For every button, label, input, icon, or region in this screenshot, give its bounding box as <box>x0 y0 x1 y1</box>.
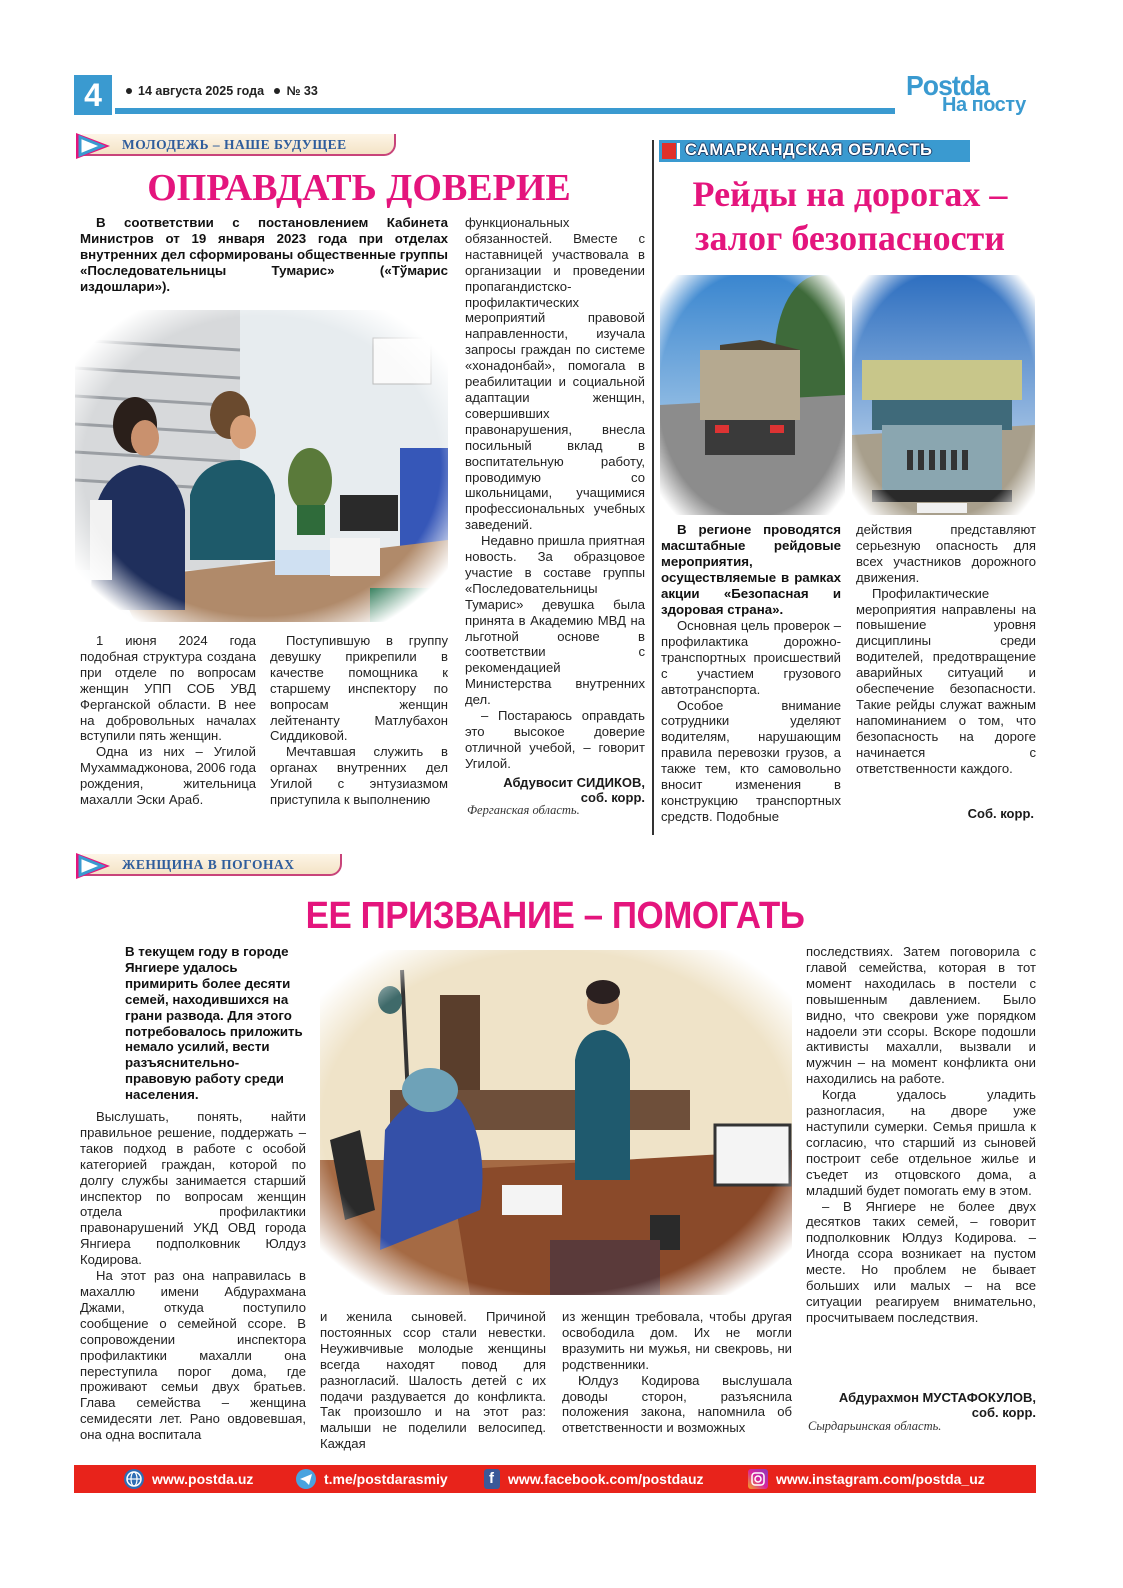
issue-number: № 33 <box>286 84 318 98</box>
instagram-icon <box>748 1469 768 1489</box>
region-label <box>659 140 970 162</box>
link-label: www.postda.uz <box>152 1471 254 1487</box>
headline-line2: залог безопасности <box>695 218 1005 258</box>
rubric-youth <box>74 131 396 161</box>
page-number: 4 <box>74 75 112 115</box>
article3-col3 <box>562 1309 792 1436</box>
article2-lead <box>661 522 841 617</box>
article1-place: Ферганская область. <box>467 803 580 817</box>
play-triangle-icon <box>74 851 114 881</box>
article1-byline <box>465 775 645 805</box>
article3-col4 <box>806 944 1036 1326</box>
article1-col3 <box>465 215 645 772</box>
link-label: www.instagram.com/postda_uz <box>776 1471 985 1487</box>
article2-col1 <box>661 618 841 825</box>
divider-bar <box>677 143 680 159</box>
bullet-icon <box>126 88 132 94</box>
lead-paragraph: В текущем году в городе Янгиере удалось примирить более десяти семей, находившихся на грани развода. Для этого потребовалось приложить немало усилий, вести разъяснительно-правовую работу среди населения. <box>125 944 303 1103</box>
rubric-label: МОЛОДЕЖЬ – НАШЕ БУДУЩЕЕ <box>122 137 347 152</box>
rubric-label: ЖЕНЩИНА В ПОГОНАХ <box>122 857 295 872</box>
article3-photo <box>320 950 792 1295</box>
paragraph: Недавно пришла приятная новость. За образцовое участие в составе группы «Последовательницы Тумарис» девушка была принята в Академию МВД на льготной основе в соответствии с рекомендацией Министерства внутренних дел. <box>465 533 645 708</box>
article1-headline: ОПРАВДАТЬ ДОВЕРИЕ <box>147 167 571 209</box>
article3-place: Сырдарьинская область. <box>808 1419 942 1433</box>
newspaper-logo <box>906 70 1036 120</box>
article3-lead <box>125 944 305 1103</box>
paragraph: – В Янгиере не более двух десятков таких семей, – говорит подполковник Юлдуз Кодирова. – Иногда ссора возникает на пустом месте. Но проблем не бывает больших или малых – на все ситуации реагируем внимательно, просчитываем последствия. <box>806 1198 1036 1325</box>
paragraph: Юлдуз Кодирова выслушала доводы сторон, разъяснила положения закона, напомнила об ответственности и возможных <box>562 1372 792 1436</box>
paragraph: из женщин требовала, чтобы другая освободила дом. Их не могли вразумить ни мужья, ни свекровь, ни родственники. <box>562 1309 792 1372</box>
logo-line2: На посту <box>942 94 1026 116</box>
article2-photo2 <box>852 275 1035 515</box>
paragraph: 1 июня 2024 года подобная структура создана при отделе по вопросам женщин УПП СОБ УВД Ферганской области. В нее на добровольных началах вступили пять женщин. <box>80 633 256 744</box>
facebook-link[interactable] <box>484 1469 704 1489</box>
paragraph: функциональных обязанностей. Вместе с наставницей участвовала в организации и проведении пропагандистско-профилактических мероприятий правовой направленности, изучала запросы граждан по системе «хонадонбай», помогала в реабилитации и социальной адаптации женщин, совершивших правонарушения, внесла посильный вклад в воспитательную работу, проводимую со школьницами, учащимися профессиональных учебных заведений. <box>465 215 645 533</box>
author-role: соб. корр. <box>580 790 645 805</box>
article1-col1 <box>80 633 256 808</box>
paragraph: Одна из них – Угилой Мухаммаджонова, 2006 года рождения, жительница махалли Эски Араб. <box>80 744 256 808</box>
region-text: САМАРКАНДСКАЯ ОБЛАСТЬ <box>685 141 933 159</box>
footer-links-bar <box>74 1465 1036 1493</box>
bullet-icon <box>274 88 280 94</box>
article3-byline <box>806 1390 1036 1420</box>
paragraph: последствиях. Затем поговорила с главой семейства, которая в тот момент находилась в постели с повышенным давлением. Было видно, что свекрови уже порядком надоели эти ссоры. Вскоре подошли активисты махалли, вызвали и мужчин – на момент конфликта они находились на работе. <box>806 944 1036 1087</box>
logo-line1: Postda <box>906 70 989 101</box>
link-label: t.me/postdarasmiy <box>324 1471 448 1487</box>
article3-col2 <box>320 1309 546 1452</box>
paragraph: На этот раз она направилась в махаллю имени Абдурахмана Джами, откуда поступило сообщение о семейной ссоре. В сопровождении инспектора профилактики махалли она переступила порог дома, где проживают семьи двух братьев. Глава семейства – женщина семидесяти лет. Рано овдовевшая, она одна воспитала <box>80 1268 306 1443</box>
paragraph: Поступившую в группу девушку прикрепили в качестве помощника к старшему инспектору по вопросам женщин лейтенанту Матлубахон Сиддиковой. <box>270 633 448 744</box>
article2-col2 <box>856 522 1036 777</box>
author-name: Абдурахмон МУСТАФОКУЛОВ, <box>838 1390 1036 1405</box>
website-link[interactable] <box>124 1469 253 1489</box>
rubric-women <box>74 851 342 881</box>
issue-date: 14 августа 2025 года <box>138 84 265 98</box>
paragraph: и женила сыновей. Причиной постоянных ссор стали невестки. Неуживчивые молодые женщины всегда находят повод для разногласий. Шалость детей с их подачи раздувается до конфликта. Так произошло и на этот раз: малыши не поделили велосипед. Каждая <box>320 1309 546 1452</box>
author-name: Абдувосит СИДИКОВ, <box>503 775 645 790</box>
lead-paragraph: В соответствии с постановлением Кабинета Министров от 19 января 2023 года при отделах внутренних дел сформированы общественные группы «Последовательницы Тумарис» («Тўмарис издошлари»). <box>80 215 448 294</box>
article1-col2 <box>270 633 448 808</box>
article1-photo <box>75 310 448 622</box>
paragraph: действия представляют серьезную опасность для всех участников дорожного движения. <box>856 522 1036 585</box>
globe-icon <box>124 1469 144 1489</box>
lead-paragraph: В регионе проводятся масштабные рейдовые мероприятия, осуществляемые в рамках акции «Безопасная и здоровая страна». <box>661 522 841 617</box>
article3-headline: ЕЕ ПРИЗВАНИЕ – ПОМОГАТЬ <box>305 895 805 937</box>
article1-lead <box>80 215 448 295</box>
facebook-icon: f <box>484 1469 500 1489</box>
play-triangle-icon <box>74 131 114 161</box>
paragraph: Когда удалось уладить разногласия, на дворе уже наступили сумерки. Семья пришла к согласию, что старший из сыновей построит себе отдельное жилье и съедет из отцовского дома, а младший будет помогать ему в этом. <box>806 1087 1036 1198</box>
telegram-icon <box>296 1469 316 1489</box>
paragraph: – Постараюсь оправдать это высокое доверие отличной учебой, – говорит Угилой. <box>465 708 645 771</box>
article3-col1 <box>80 1109 306 1443</box>
header-rule <box>115 108 895 114</box>
instagram-link[interactable] <box>748 1469 985 1489</box>
article2-byline: Соб. корр. <box>967 806 1034 821</box>
telegram-link[interactable] <box>296 1469 448 1489</box>
article2-headline <box>660 172 1040 260</box>
issue-meta <box>126 84 318 98</box>
paragraph: Профилактические мероприятия направлены на повышение уровня дисциплины среди водителей, предотвращение аварийных ситуаций и обеспечение безопасности. Такие рейды служат важным напоминанием о том, что безопасность на дороге начинается с ответственности каждого. <box>856 585 1036 776</box>
paragraph: Выслушать, понять, найти правильное решение, поддержать – таков подход в работе с особой категорией граждан, которой по долгу службы занимается старший инспектор по вопросам женщин отдела профилактики правонарушений УКД ОВД города Янгиера подполковник Юлдуз Кодирова. <box>80 1109 306 1268</box>
paragraph: Мечтавшая служить в органах внутренних дел Угилой с энтузиазмом приступила к выполнению <box>270 744 448 808</box>
red-square-icon <box>662 143 676 159</box>
link-label: www.facebook.com/postdauz <box>508 1471 704 1487</box>
paragraph: Особое внимание сотрудники уделяют водителям, нарушающим правила перевозки грузов, а также тем, кто самовольно вносит изменения в конструкцию транспортных средств. Подобные <box>661 697 841 824</box>
paragraph: Основная цель проверок – профилактика дорожно-транспортных происшествий с участием грузового автотранспорта. <box>661 618 841 697</box>
column-divider <box>652 140 654 835</box>
article2-photo1 <box>660 275 845 515</box>
author-role: соб. корр. <box>971 1405 1036 1420</box>
headline-line1: Рейды на дорогах – <box>692 174 1008 214</box>
